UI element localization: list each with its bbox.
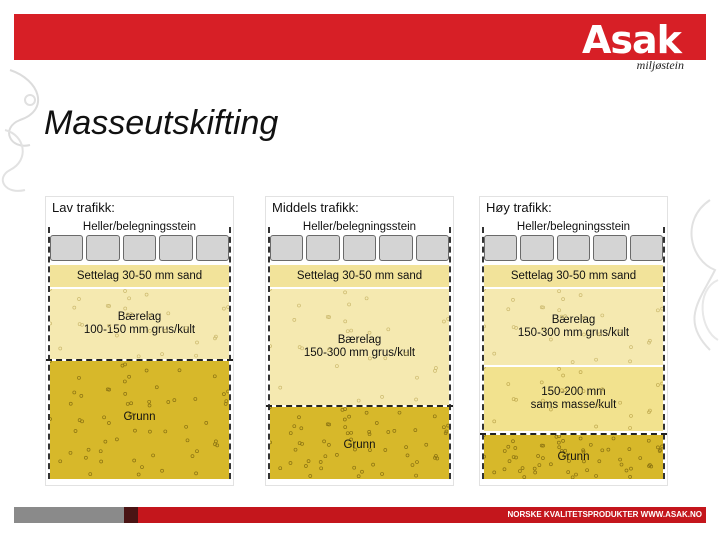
speckle-texture xyxy=(484,289,663,365)
stone xyxy=(270,235,303,261)
settelag-layer: Settelag 30-50 mm sand xyxy=(270,265,449,287)
settelag-layer: Settelag 30-50 mm sand xyxy=(484,265,663,287)
stone xyxy=(484,235,517,261)
baerelag-layer: Bærelag 150-300 mm grus/kult xyxy=(270,289,449,405)
panel-lav-trafikk xyxy=(45,196,234,486)
speckle-texture xyxy=(50,289,229,359)
logo-name: Asak xyxy=(582,18,681,62)
panel-hoy-trafikk xyxy=(479,196,668,486)
stone xyxy=(159,235,192,261)
stone xyxy=(630,235,663,261)
stones-label: Heller/belegningsstein xyxy=(82,221,197,233)
slide-title: Masseutskifting xyxy=(44,104,279,142)
stones-row xyxy=(484,235,663,261)
stone xyxy=(593,235,626,261)
stones-label: Heller/belegningsstein xyxy=(302,221,417,233)
grunn-label: Grunn xyxy=(557,451,590,463)
stone xyxy=(86,235,119,261)
footer-bar-grey xyxy=(14,507,124,523)
stone xyxy=(50,235,83,261)
asak-logo[interactable] xyxy=(572,18,696,76)
stone xyxy=(520,235,553,261)
stones-row xyxy=(50,235,229,261)
edge-right xyxy=(663,227,665,479)
edge-right xyxy=(229,227,231,479)
baerelag-layer: Bærelag 100-150 mm grus/kult xyxy=(50,289,229,359)
grunn-label: Grunn xyxy=(123,411,156,423)
panel-title: Lav trafikk: xyxy=(52,200,115,215)
settelag-layer: Settelag 30-50 mm sand xyxy=(50,265,229,287)
speckle-texture xyxy=(484,367,663,431)
panel-middels-trafikk xyxy=(265,196,454,486)
logo-subtitle: miljøstein xyxy=(636,58,684,72)
grunn-label: Grunn xyxy=(343,439,376,451)
footer-text[interactable]: NORSKE KVALITETSPRODUKTER WWW.ASAK.NO xyxy=(507,510,702,519)
grunn-layer xyxy=(50,361,229,479)
stone xyxy=(379,235,412,261)
sams-masse-layer: 150-200 mm sams masse/kult xyxy=(484,367,663,431)
grunn-layer xyxy=(270,407,449,479)
baerelag-layer: Bærelag 150-300 mm grus/kult xyxy=(484,289,663,365)
stone xyxy=(306,235,339,261)
stone xyxy=(416,235,449,261)
footer-bar-dark xyxy=(124,507,138,523)
panel-title: Middels trafikk: xyxy=(272,200,359,215)
edge-right xyxy=(449,227,451,479)
decorative-swirl-right xyxy=(660,190,720,390)
stone xyxy=(343,235,376,261)
stone xyxy=(123,235,156,261)
speckle-texture xyxy=(270,289,449,405)
stone xyxy=(557,235,590,261)
stones-label: Heller/belegningsstein xyxy=(516,221,631,233)
grunn-layer xyxy=(484,435,663,479)
stones-layer xyxy=(270,219,449,263)
stones-row xyxy=(270,235,449,261)
stones-layer xyxy=(484,219,663,263)
stones-layer xyxy=(50,219,229,263)
stone xyxy=(196,235,229,261)
panel-title: Høy trafikk: xyxy=(486,200,552,215)
